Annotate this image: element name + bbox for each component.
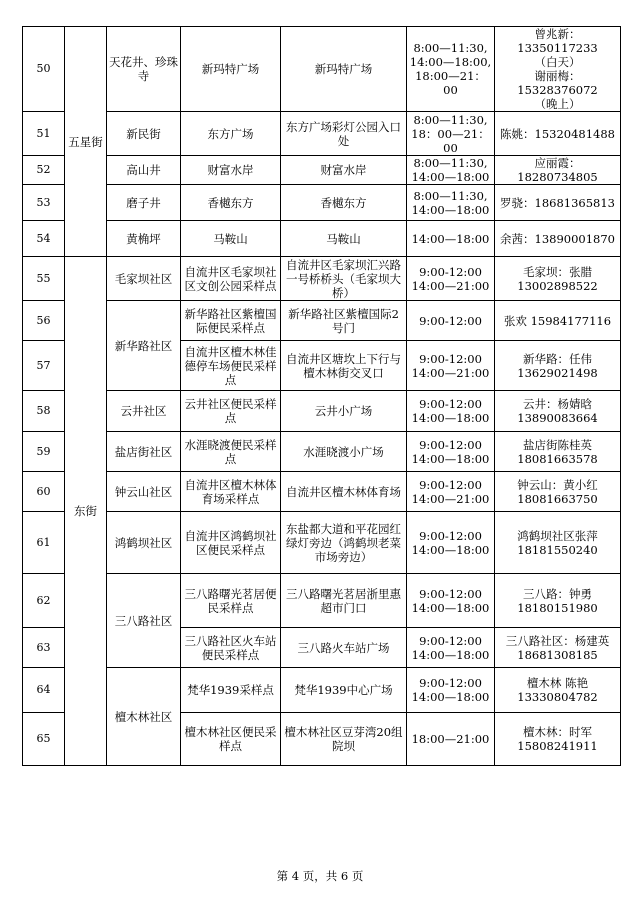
time-cell [407, 472, 495, 512]
contact-cell [495, 221, 621, 257]
contact-cell-line: 毛家坝：张腊 [523, 264, 592, 279]
contact-cell [495, 432, 621, 472]
community-cell: 高山井 [107, 156, 181, 185]
table-row [23, 668, 621, 713]
row-number-cell: 53 [23, 185, 65, 221]
contact-cell-line: 三八路社区：杨建英 [505, 633, 610, 648]
contact-cell-line: 檀木林：时军 [523, 725, 592, 739]
row-number-cell: 58 [23, 391, 65, 432]
sampling-sites-table [22, 26, 621, 766]
location-cell: 香樾东方 [281, 185, 407, 221]
row-number-cell: 52 [23, 156, 65, 185]
site-name-cell: 水涯晓渡便民采样点 [181, 432, 281, 472]
table-row [23, 574, 621, 628]
community-cell: 云井社区 [107, 391, 181, 432]
contact-cell-line: 曾兆新：13350117233 [517, 27, 598, 55]
contact-cell-line: 张欢 15984177116 [503, 313, 612, 328]
time-cell-line: 14:00—18:00 [411, 600, 490, 615]
contact-cell [495, 257, 621, 301]
table-row [23, 301, 621, 341]
contact-cell [495, 574, 621, 628]
row-number-cell: 59 [23, 432, 65, 472]
table-row [23, 512, 621, 574]
time-cell [407, 391, 495, 432]
site-name-cell: 梵华1939采样点 [181, 668, 281, 713]
time-cell-line: 9:00-12:00 [419, 528, 482, 543]
contact-cell-line: 15808241911 [517, 739, 598, 753]
contact-cell [495, 185, 621, 221]
community-cell: 鸿鹤坝社区 [107, 512, 181, 574]
contact-cell [495, 301, 621, 341]
location-cell: 新玛特广场 [281, 27, 407, 112]
contact-cell-line: 18181550240 [517, 542, 598, 557]
community-cell: 新华路社区 [107, 301, 181, 391]
contact-cell-line: 18081663750 [517, 491, 598, 506]
contact-cell [495, 112, 621, 156]
time-cell-line: 14:00—21:00 [411, 278, 490, 293]
contact-cell-line: 钟云山：黄小红 [517, 477, 598, 492]
time-cell-line: 14:00—21:00 [411, 365, 490, 380]
location-cell: 梵华1939中心广场 [281, 668, 407, 713]
contact-cell [495, 713, 621, 766]
time-cell [407, 185, 495, 221]
contact-cell-line: 18681308185 [517, 647, 598, 662]
time-cell-line: 18:00—21:00 [411, 732, 490, 746]
time-cell [407, 574, 495, 628]
time-cell-line: 9:00-12:00 [419, 313, 482, 328]
page-footer: 第 4 页，共 6 页 [276, 869, 364, 883]
contact-cell-line: 谢丽梅：15328376072 [517, 69, 598, 97]
contact-cell-line: 檀木林 陈艳 [526, 676, 589, 690]
location-cell: 云井小广场 [281, 391, 407, 432]
site-name-cell: 自流井区檀木林佳德停车场便民采样点 [181, 341, 281, 391]
site-name-cell: 檀木林社区便民采样点 [181, 713, 281, 766]
location-cell: 新华路社区紫檀国际2号门 [281, 301, 407, 341]
time-cell-line: 14:00—18:00 [411, 542, 490, 557]
site-name-cell: 东方广场 [181, 112, 281, 156]
contact-cell [495, 512, 621, 574]
contact-cell-line: 余茜：13890001870 [500, 231, 615, 246]
row-number-cell: 61 [23, 512, 65, 574]
site-name-cell: 自流井区鸿鹤坝社区便民采样点 [181, 512, 281, 574]
community-cell: 天花井、珍珠寺 [107, 27, 181, 112]
location-cell: 自流井区塘坎上下行与檀木林街交叉口 [281, 341, 407, 391]
row-number-cell: 60 [23, 472, 65, 512]
community-cell: 磨子井 [107, 185, 181, 221]
site-name-cell: 云井社区便民采样点 [181, 391, 281, 432]
time-cell-line: 8:00—11:30, [413, 112, 488, 127]
contact-cell-line: 18081663578 [517, 451, 598, 466]
site-name-cell: 自流井区毛家坝社区文创公园采样点 [181, 257, 281, 301]
site-name-cell: 新华路社区紫檀国际便民采样点 [181, 301, 281, 341]
location-cell: 自流井区毛家坝汇兴路一号桥桥头（毛家坝大桥） [281, 257, 407, 301]
contact-cell-line: 鸿鹤坝社区张萍 [517, 528, 598, 543]
table-row [23, 27, 621, 112]
row-number-cell: 56 [23, 301, 65, 341]
contact-cell [495, 628, 621, 668]
location-cell: 自流井区檀木林体育场 [281, 472, 407, 512]
site-name-cell: 三八路社区火车站便民采样点 [181, 628, 281, 668]
time-cell-line: 9:00-12:00 [419, 397, 482, 411]
table-row [23, 156, 621, 185]
time-cell-line: 18:00—21：00 [415, 69, 486, 97]
time-cell-line: 8:00—11:30, [413, 188, 488, 203]
row-number-cell: 54 [23, 221, 65, 257]
location-cell: 东方广场彩灯公园入口处 [281, 112, 407, 156]
time-cell-line: 9:00-12:00 [419, 586, 482, 601]
time-cell-line: 8:00—11:30, [413, 41, 488, 55]
site-name-cell: 香樾东方 [181, 185, 281, 221]
time-cell [407, 668, 495, 713]
row-number-cell: 64 [23, 668, 65, 713]
time-cell-line: 8:00—11:30, [413, 156, 488, 170]
time-cell [407, 628, 495, 668]
contact-cell-line: 应丽霞：18280734805 [517, 156, 598, 184]
row-number-cell: 65 [23, 713, 65, 766]
site-name-cell: 财富水岸 [181, 156, 281, 185]
time-cell-line: 9:00-12:00 [419, 264, 482, 279]
contact-cell-line: 罗骁：18681365813 [500, 195, 615, 210]
contact-cell-line: 18180151980 [517, 600, 598, 615]
location-cell: 三八路火车站广场 [281, 628, 407, 668]
time-cell [407, 341, 495, 391]
row-number-cell: 57 [23, 341, 65, 391]
table-row [23, 112, 621, 156]
time-cell [407, 512, 495, 574]
contact-cell-line: 13002898522 [517, 278, 598, 293]
table-row [23, 221, 621, 257]
location-cell: 财富水岸 [281, 156, 407, 185]
table-row [23, 391, 621, 432]
community-cell: 黄桷坪 [107, 221, 181, 257]
contact-cell [495, 391, 621, 432]
contact-cell-line: 云井：杨婧晗 [523, 397, 592, 411]
time-cell-line: 14:00—18:00 [411, 231, 490, 246]
row-number-cell: 50 [23, 27, 65, 112]
contact-cell-line: 13629021498 [517, 365, 598, 380]
time-cell-line: 14:00—18:00 [411, 451, 490, 466]
time-cell [407, 156, 495, 185]
time-cell-line: 14:00—21:00 [411, 491, 490, 506]
time-cell-line: 9:00-12:00 [419, 437, 482, 452]
time-cell-line: 9:00-12:00 [419, 676, 482, 690]
contact-cell-line: 13330804782 [517, 690, 598, 704]
time-cell-line: 14:00—18:00 [411, 202, 490, 217]
contact-cell [495, 341, 621, 391]
street-cell: 五星街 [65, 27, 107, 257]
community-cell: 三八路社区 [107, 574, 181, 668]
time-cell [407, 713, 495, 766]
table-row [23, 432, 621, 472]
table-row [23, 257, 621, 301]
time-cell-line: 14:00—18:00, [409, 55, 492, 69]
contact-cell-line: （晚上） [534, 97, 581, 111]
contact-cell-line: 盐店街陈桂英 [523, 437, 592, 452]
community-cell: 盐店街社区 [107, 432, 181, 472]
time-cell-line: 14:00—18:00 [411, 690, 490, 704]
site-name-cell: 三八路曙光茗居便民采样点 [181, 574, 281, 628]
community-cell: 新民街 [107, 112, 181, 156]
row-number-cell: 62 [23, 574, 65, 628]
contact-cell-line: 新华路：任伟 [523, 351, 592, 366]
community-cell: 钟云山社区 [107, 472, 181, 512]
contact-cell-line: （白天） [534, 55, 581, 69]
contact-cell [495, 27, 621, 112]
community-cell: 檀木林社区 [107, 668, 181, 766]
row-number-cell: 55 [23, 257, 65, 301]
contact-cell [495, 472, 621, 512]
time-cell [407, 112, 495, 156]
contact-cell-line: 三八路：钟勇 [523, 586, 592, 601]
row-number-cell: 51 [23, 112, 65, 156]
community-cell: 毛家坝社区 [107, 257, 181, 301]
time-cell [407, 221, 495, 257]
time-cell [407, 27, 495, 112]
time-cell [407, 257, 495, 301]
contact-cell [495, 156, 621, 185]
street-cell: 东街 [65, 257, 107, 766]
contact-cell-line: 13890083664 [517, 411, 598, 425]
time-cell [407, 432, 495, 472]
row-number-cell: 63 [23, 628, 65, 668]
time-cell-line: 14:00—18:00 [411, 170, 490, 184]
location-cell: 马鞍山 [281, 221, 407, 257]
location-cell: 檀木林社区豆芽湾20组院坝 [281, 713, 407, 766]
time-cell [407, 301, 495, 341]
time-cell-line: 14:00—18:00 [411, 647, 490, 662]
location-cell: 水涯晓渡小广场 [281, 432, 407, 472]
contact-cell-line: 陈姚：15320481488 [500, 126, 615, 141]
location-cell: 东盐都大道和平花园红绿灯旁边（鸿鹤坝老菜市场旁边） [281, 512, 407, 574]
location-cell: 三八路曙光茗居浙里惠超市门口 [281, 574, 407, 628]
table-row [23, 185, 621, 221]
time-cell-line: 9:00-12:00 [419, 351, 482, 366]
time-cell-line: 9:00-12:00 [419, 633, 482, 648]
time-cell-line: 18：00—21：00 [411, 126, 490, 155]
time-cell-line: 14:00—18:00 [411, 411, 490, 425]
table-row [23, 472, 621, 512]
site-name-cell: 新玛特广场 [181, 27, 281, 112]
contact-cell [495, 668, 621, 713]
site-name-cell: 自流井区檀木林体育场采样点 [181, 472, 281, 512]
time-cell-line: 9:00-12:00 [419, 477, 482, 492]
site-name-cell: 马鞍山 [181, 221, 281, 257]
